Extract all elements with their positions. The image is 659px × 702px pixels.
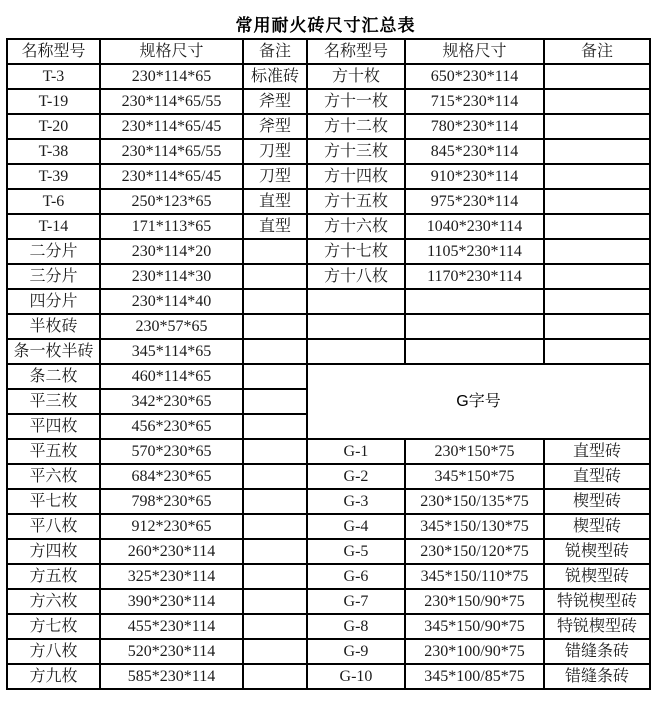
cell-right-name [307,339,405,364]
cell-left-size: 230*57*65 [100,314,243,339]
cell-left-note [243,639,307,664]
cell-left-note [243,439,307,464]
cell-left-size: 260*230*114 [100,539,243,564]
cell-right-size: 230*150/135*75 [405,489,544,514]
table-row [7,589,650,614]
cell-left-note: 刀型 [243,139,307,164]
cell-left-name: 平五枚 [7,439,100,464]
table-row [7,239,650,264]
cell-right-size: 345*150/130*75 [405,514,544,539]
cell-left-size: 684*230*65 [100,464,243,489]
table-row [7,264,650,289]
cell-right-size: 345*100/85*75 [405,664,544,689]
cell-right-size: 780*230*114 [405,114,544,139]
cell-left-name: T-38 [7,139,100,164]
cell-right-note [544,89,650,114]
cell-right-size [405,289,544,314]
cell-left-note [243,264,307,289]
cell-left-size: 520*230*114 [100,639,243,664]
cell-left-size: 171*113*65 [100,214,243,239]
cell-right-note: 错缝条砖 [544,639,650,664]
cell-left-name: T-20 [7,114,100,139]
table-row [7,289,650,314]
cell-right-name: 方十一枚 [307,89,405,114]
cell-right-name: 方十六枚 [307,214,405,239]
cell-right-note [544,139,650,164]
column-header-size-right: 规格尺寸 [405,39,544,64]
cell-left-name: 三分片 [7,264,100,289]
cell-right-size: 345*150*75 [405,464,544,489]
cell-right-name: G-1 [307,439,405,464]
cell-right-size: 910*230*114 [405,164,544,189]
cell-left-size: 570*230*65 [100,439,243,464]
cell-right-note [544,64,650,89]
cell-left-note [243,514,307,539]
page-title: 常用耐火砖尺寸汇总表 [235,16,416,35]
cell-right-note [544,289,650,314]
column-header-note-left: 备注 [243,39,307,64]
table-row [7,614,650,639]
cell-left-size: 230*114*65/55 [100,139,243,164]
cell-left-note: 斧型 [243,89,307,114]
table-row [7,189,650,214]
cell-right-name: G-3 [307,489,405,514]
cell-left-note [243,414,307,439]
cell-right-note [544,164,650,189]
cell-right-name: G-5 [307,539,405,564]
cell-right-size: 230*150*75 [405,439,544,464]
cell-right-name: G-9 [307,639,405,664]
cell-left-name: T-14 [7,214,100,239]
cell-left-name: 条一枚半砖 [7,339,100,364]
cell-right-name: G-7 [307,589,405,614]
table-row [7,339,650,364]
cell-right-size: 845*230*114 [405,139,544,164]
cell-right-name: G-4 [307,514,405,539]
cell-right-size: 345*150/90*75 [405,614,544,639]
cell-left-name: 半枚砖 [7,314,100,339]
cell-right-size: 230*100/90*75 [405,639,544,664]
cell-left-size: 455*230*114 [100,614,243,639]
cell-left-note [243,589,307,614]
cell-left-name: T-39 [7,164,100,189]
cell-right-name: G-10 [307,664,405,689]
brick-size-table [6,38,651,690]
table-body [7,64,650,689]
cell-left-size: 230*114*65 [100,64,243,89]
cell-right-note: 楔型砖 [544,514,650,539]
cell-left-name: 条二枚 [7,364,100,389]
table-row [7,664,650,689]
cell-right-name: 方十七枚 [307,239,405,264]
cell-left-size: 230*114*65/45 [100,164,243,189]
cell-left-size: 585*230*114 [100,664,243,689]
cell-left-name: T-3 [7,64,100,89]
cell-right-size [405,314,544,339]
cell-left-size: 390*230*114 [100,589,243,614]
cell-right-name: 方十八枚 [307,264,405,289]
cell-left-size: 342*230*65 [100,389,243,414]
cell-right-note [544,314,650,339]
cell-left-note [243,464,307,489]
table-row [7,464,650,489]
cell-left-name: 方五枚 [7,564,100,589]
table-row [7,564,650,589]
cell-left-note [243,539,307,564]
table-row [7,514,650,539]
cell-left-name: T-6 [7,189,100,214]
cell-right-note: 直型砖 [544,439,650,464]
cell-left-name: T-19 [7,89,100,114]
cell-left-name: 二分片 [7,239,100,264]
cell-left-note: 刀型 [243,164,307,189]
cell-right-name: 方十四枚 [307,164,405,189]
cell-left-note: 斧型 [243,114,307,139]
cell-right-name: G-2 [307,464,405,489]
cell-right-name: 方十二枚 [307,114,405,139]
table-row [7,139,650,164]
cell-right-note: 锐楔型砖 [544,564,650,589]
table-row [7,64,650,89]
table-row [7,164,650,189]
column-header-name-left: 名称型号 [7,39,100,64]
table-row [7,314,650,339]
cell-left-size: 230*114*30 [100,264,243,289]
cell-right-size: 1105*230*114 [405,239,544,264]
cell-left-name: 方七枚 [7,614,100,639]
column-header-name-right: 名称型号 [307,39,405,64]
cell-right-note [544,239,650,264]
cell-right-name: 方十枚 [307,64,405,89]
cell-left-size: 250*123*65 [100,189,243,214]
cell-right-size: 715*230*114 [405,89,544,114]
cell-left-note [243,289,307,314]
cell-left-note: 直型 [243,214,307,239]
cell-left-name: 平八枚 [7,514,100,539]
cell-left-note: 直型 [243,189,307,214]
table-row [7,114,650,139]
cell-right-note [544,189,650,214]
cell-left-note [243,564,307,589]
cell-right-name: G-8 [307,614,405,639]
cell-right-name: 方十三枚 [307,139,405,164]
cell-right-size: 1170*230*114 [405,264,544,289]
cell-right-note [544,214,650,239]
cell-left-note [243,364,307,389]
cell-right-name: 方十五枚 [307,189,405,214]
cell-right-note: 特锐楔型砖 [544,614,650,639]
table-row [7,214,650,239]
cell-left-note [243,314,307,339]
cell-left-note [243,489,307,514]
cell-right-note: 锐楔型砖 [544,539,650,564]
cell-right-note: 错缝条砖 [544,664,650,689]
cell-left-size: 230*114*40 [100,289,243,314]
cell-left-name: 四分片 [7,289,100,314]
cell-left-note [243,614,307,639]
cell-left-name: 方四枚 [7,539,100,564]
cell-left-name: 平六枚 [7,464,100,489]
cell-right-size: 345*150/110*75 [405,564,544,589]
cell-left-size: 230*114*65/55 [100,89,243,114]
cell-left-note [243,339,307,364]
cell-left-size: 798*230*65 [100,489,243,514]
cell-right-size: 230*150/90*75 [405,589,544,614]
table-row [7,489,650,514]
cell-right-size: 230*150/120*75 [405,539,544,564]
table-row [7,364,650,389]
cell-left-name: 平三枚 [7,389,100,414]
column-header-size-left: 规格尺寸 [100,39,243,64]
cell-right-note: 特锐楔型砖 [544,589,650,614]
cell-right-size [405,339,544,364]
table-row [7,89,650,114]
cell-right-note [544,264,650,289]
table-row [7,639,650,664]
table-row [7,539,650,564]
table-row [7,439,650,464]
cell-left-size: 456*230*65 [100,414,243,439]
cell-right-name [307,289,405,314]
cell-left-size: 912*230*65 [100,514,243,539]
cell-right-name: G-6 [307,564,405,589]
cell-left-size: 325*230*114 [100,564,243,589]
cell-left-note [243,389,307,414]
cell-left-size: 460*114*65 [100,364,243,389]
header-row [7,39,650,64]
cell-right-note: 楔型砖 [544,489,650,514]
cell-left-note: 标准砖 [243,64,307,89]
cell-right-size: 975*230*114 [405,189,544,214]
cell-right-note: 直型砖 [544,464,650,489]
cell-left-name: 方八枚 [7,639,100,664]
cell-right-note [544,339,650,364]
cell-left-name: 方六枚 [7,589,100,614]
cell-left-name: 平四枚 [7,414,100,439]
cell-right-note [544,114,650,139]
cell-right-size: 1040*230*114 [405,214,544,239]
cell-left-name: 方九枚 [7,664,100,689]
cell-right-name [307,314,405,339]
cell-right-size: 650*230*114 [405,64,544,89]
cell-left-note [243,664,307,689]
cell-left-size: 345*114*65 [100,339,243,364]
cell-left-size: 230*114*65/45 [100,114,243,139]
cell-left-note [243,239,307,264]
cell-left-size: 230*114*20 [100,239,243,264]
column-header-note-right: 备注 [544,39,650,64]
g-series-section-header: G字号 [307,364,650,439]
cell-left-name: 平七枚 [7,489,100,514]
